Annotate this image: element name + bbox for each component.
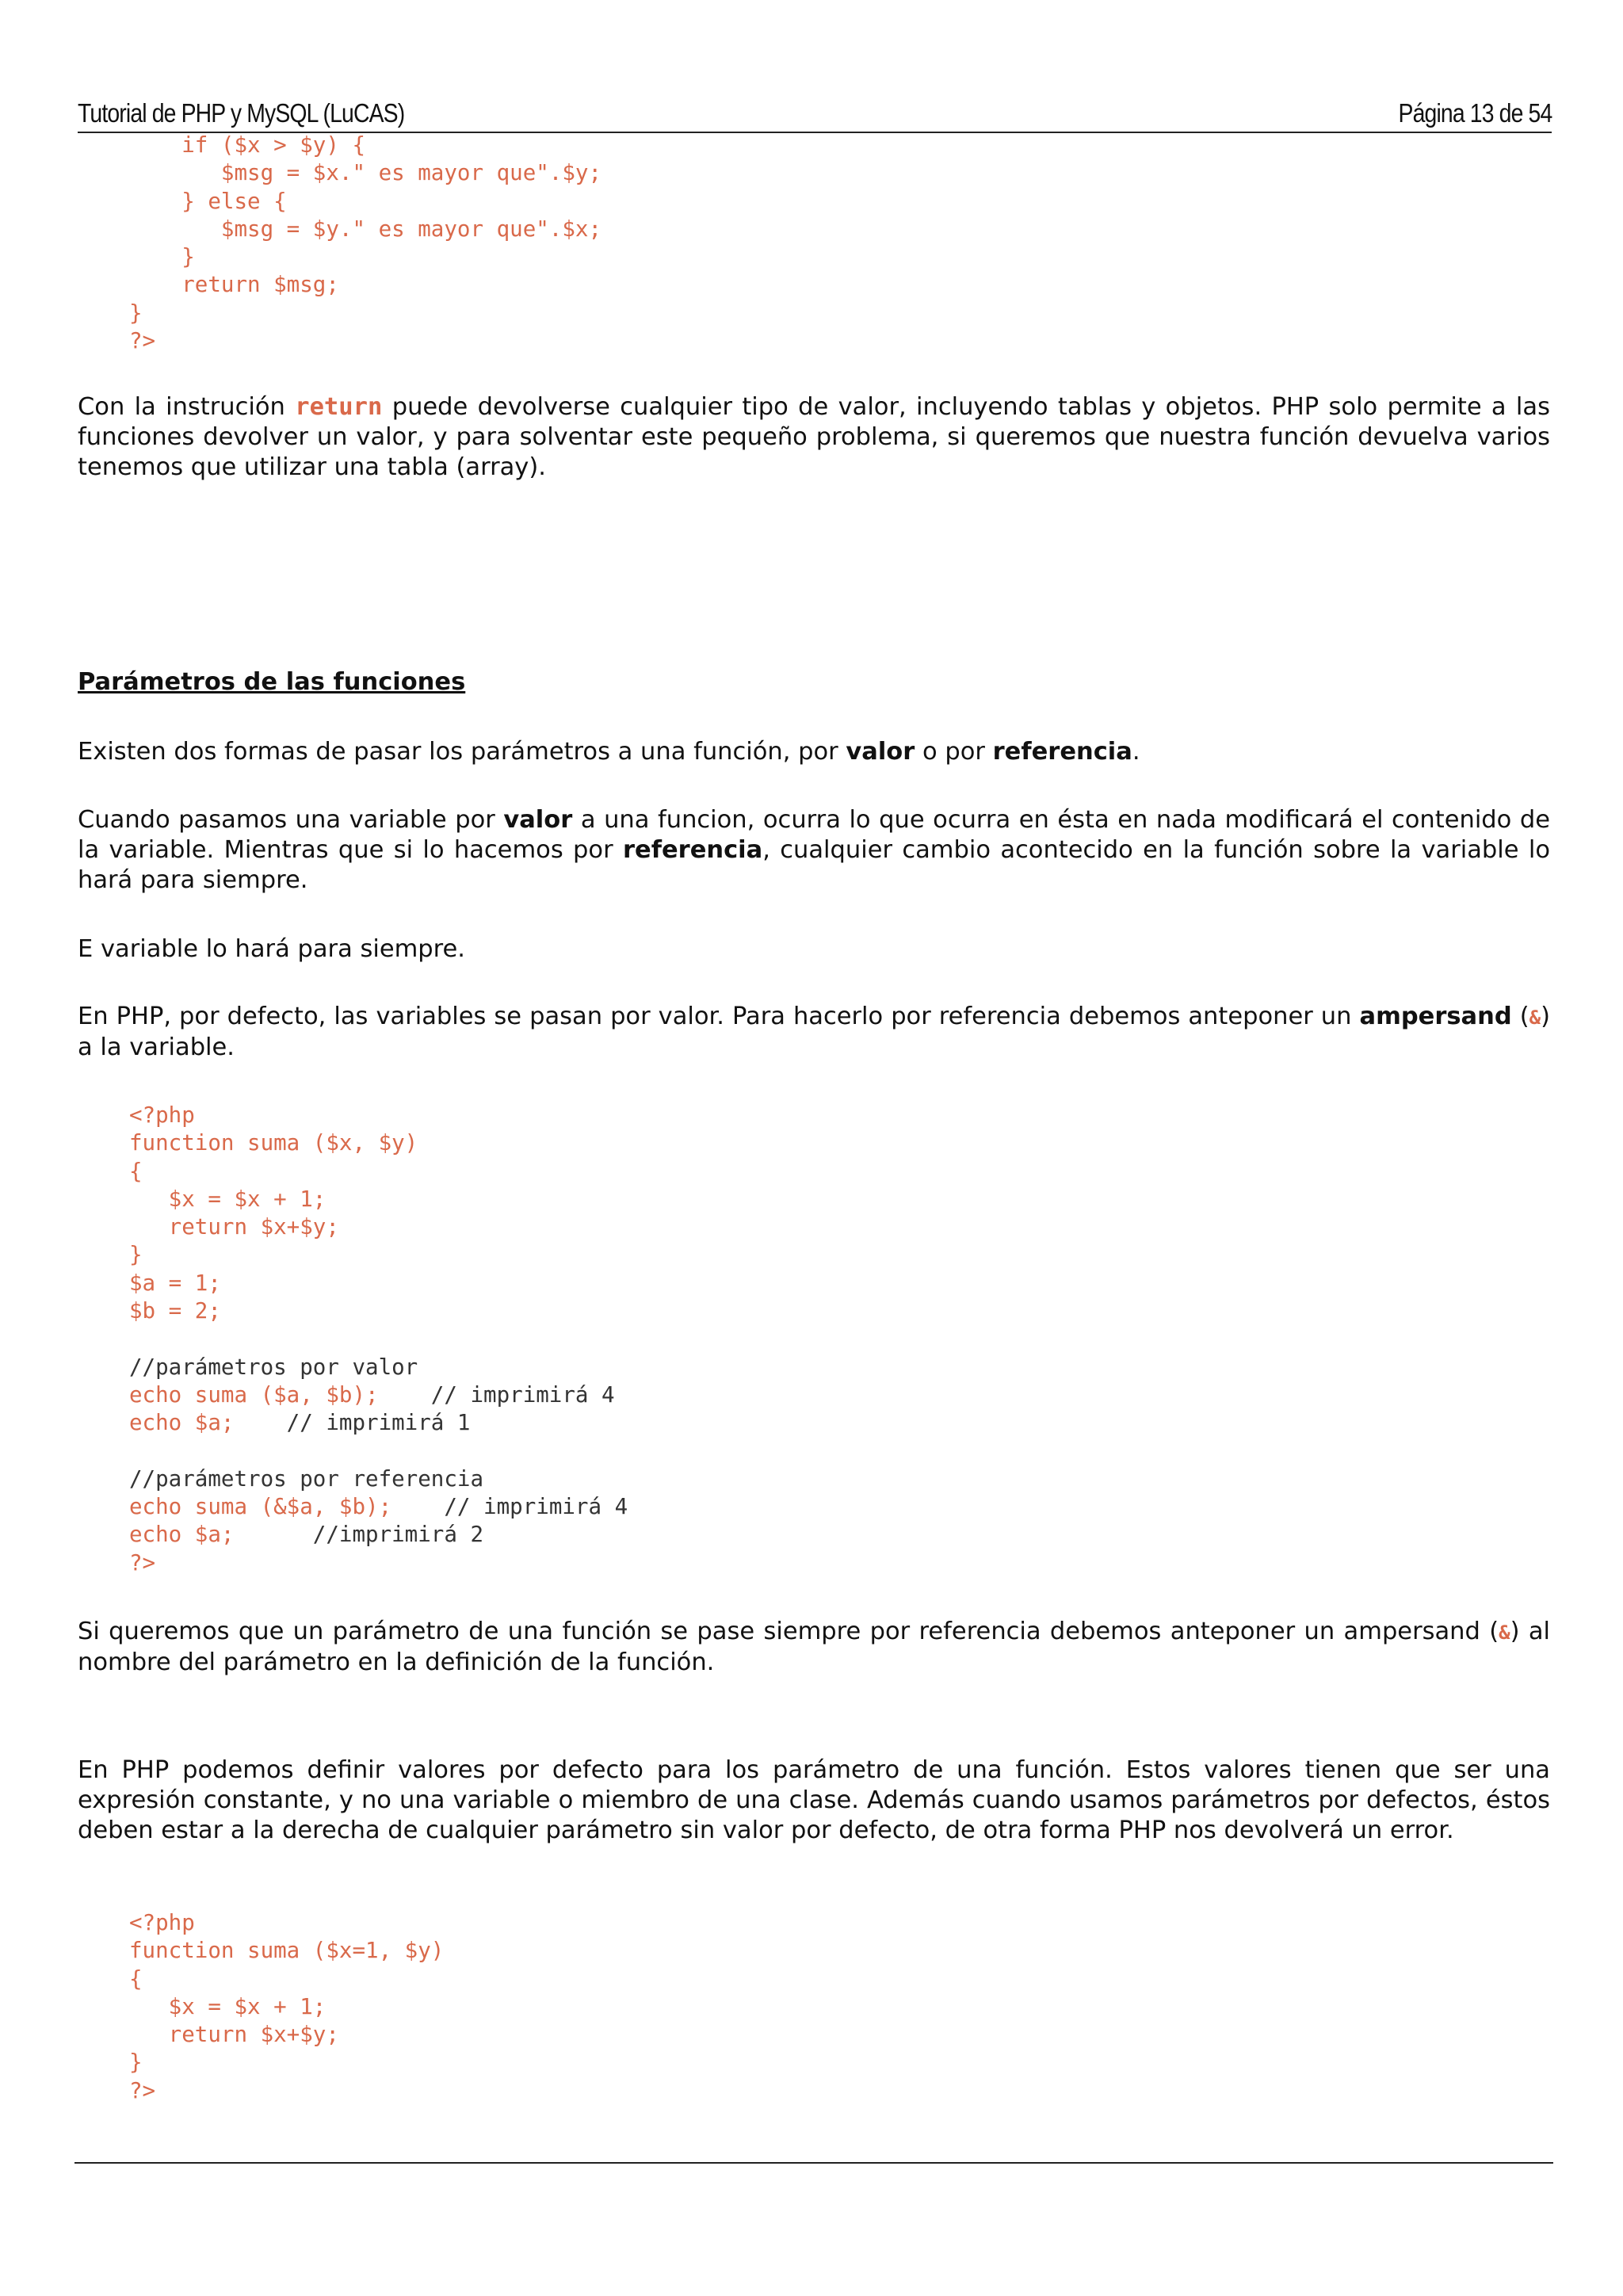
code-line: [129, 2049, 444, 2076]
code-line: [129, 132, 601, 159]
code-line: [129, 1909, 444, 1937]
code-comment: // imprimirá 4: [378, 1381, 615, 1408]
code-text: echo suma ($a, $b);: [129, 1381, 379, 1408]
code-line: [129, 1241, 628, 1269]
code-comment: //imprimirá 2: [234, 1522, 484, 1548]
code-text: $msg = $y." es mayor que".$x;: [129, 216, 602, 242]
code-block-comparison: [129, 132, 601, 355]
code-comment: // imprimirá 4: [391, 1494, 628, 1520]
code-text: ?>: [129, 1549, 156, 1576]
code-text: return $msg;: [129, 272, 339, 298]
section-heading: Parámetros de las funciones: [78, 668, 466, 696]
code-line: [129, 216, 601, 243]
code-line: [129, 271, 601, 299]
code-text: }: [129, 2050, 143, 2076]
code-text: return $x+$y;: [129, 2022, 339, 2048]
code-block-reference: [129, 1102, 628, 1577]
code-line: [129, 1549, 628, 1577]
ampersand-symbol: &: [1529, 1007, 1541, 1029]
code-line: [129, 1270, 628, 1297]
code-line: [129, 1158, 628, 1186]
code-text: <?php: [129, 1910, 195, 1935]
code-text: ?>: [129, 328, 156, 354]
code-line: [129, 1493, 628, 1521]
code-line: [129, 1993, 444, 2021]
code-block-default-param: [129, 1909, 444, 2105]
code-text: echo suma (&$a, $b);: [129, 1494, 392, 1520]
paragraph-by-value: Cuando pasamos una variable por valor a una funcion, ocurra lo que ocurra en ésta en nada modificará el contenido de la variable. Mientras que si lo hacemos por referencia, cualquier cambio acontecido en la función sobre la variable lo hará para siempre.: [78, 806, 1550, 894]
paragraph-two-ways: Existen dos formas de pasar los parámetros a una función, por valor o por referencia.: [78, 738, 1140, 766]
paragraph-default-values: En PHP podemos definir valores por defecto para los parámetro de una función. Estos valores tienen que ser una expresión constante, y no una variable o miembro de una clase. Además cuando usamos parámetros por defectos, éstos deben estar a la derecha de cualquier parámetro sin valor por defecto, de otra forma PHP nos devolverá un error.: [78, 1756, 1550, 1844]
footer-rule: [74, 2162, 1553, 2164]
code-line: [129, 1966, 444, 1993]
code-line: [129, 1438, 628, 1465]
code-text: }: [129, 244, 195, 270]
return-keyword: return: [295, 393, 383, 421]
code-text: ?>: [129, 2077, 156, 2103]
code-text: $a = 1;: [129, 1270, 221, 1296]
code-text: }: [129, 1242, 143, 1268]
code-line: [129, 1381, 628, 1409]
code-line: [129, 2021, 444, 2049]
code-text: function suma ($x=1, $y): [129, 1938, 445, 1964]
paragraph-ampersand-definition: Si queremos que un parámetro de una función se pase siempre por referencia debemos anteponer un ampersand (&) al nombre del parámetro en la definición de la función.: [78, 1618, 1550, 1676]
code-text: $msg = $x." es mayor que".$y;: [129, 160, 602, 186]
code-line: [129, 1465, 628, 1493]
code-text: function suma ($x, $y): [129, 1130, 418, 1156]
paragraph-default-by-value: En PHP, por defecto, las variables se pasan por valor. Para hacerlo por referencia debemos anteponer un ampersand (&) a la variable.: [78, 1003, 1550, 1061]
paragraph-return: Con la instrución return puede devolverse cualquier tipo de valor, incluyendo tablas y objetos. PHP solo permite a las funciones devolver un valor, y para solventar este pequeño problema, si queremos que nuestra función devuelva varios tenemos que utilizar una tabla (array).: [78, 393, 1550, 481]
code-comment: //parámetros por referencia: [129, 1465, 484, 1492]
header-page-number: Página 13 de 54: [1398, 98, 1552, 128]
code-line: [129, 188, 601, 216]
code-line: [129, 1102, 628, 1129]
code-line: [129, 1325, 628, 1353]
code-line: [129, 1186, 628, 1213]
code-comment: // imprimirá 1: [234, 1410, 471, 1436]
code-line: [129, 1409, 628, 1437]
code-text: return $x+$y;: [129, 1214, 339, 1240]
code-text: {: [129, 1966, 143, 1992]
paragraph-variable: E variable lo hará para siempre.: [78, 935, 465, 963]
code-text: } else {: [129, 188, 287, 214]
code-line: [129, 1297, 628, 1325]
page-header: [78, 94, 1552, 133]
code-text: if ($x > $y) {: [129, 132, 366, 158]
code-line: [129, 2077, 444, 2105]
code-line: [129, 243, 601, 271]
code-text: echo $a;: [129, 1410, 235, 1436]
ampersand-symbol: &: [1499, 1622, 1510, 1644]
code-line: [129, 159, 601, 187]
code-text: {: [129, 1158, 143, 1184]
code-comment: //parámetros por valor: [129, 1354, 418, 1380]
code-line: [129, 1521, 628, 1549]
code-text: <?php: [129, 1102, 195, 1128]
code-text: $x = $x + 1;: [129, 1993, 327, 2019]
code-line: [129, 300, 601, 327]
code-text: $x = $x + 1;: [129, 1186, 327, 1212]
code-text: }: [129, 300, 143, 326]
code-line: [129, 1129, 628, 1157]
code-text: echo $a;: [129, 1522, 235, 1548]
code-line: [129, 327, 601, 355]
header-title: Tutorial de PHP y MySQL (LuCAS): [78, 98, 405, 128]
code-text: $b = 2;: [129, 1298, 221, 1324]
code-line: [129, 1937, 444, 1965]
code-line: [129, 1354, 628, 1381]
code-line: [129, 1213, 628, 1241]
